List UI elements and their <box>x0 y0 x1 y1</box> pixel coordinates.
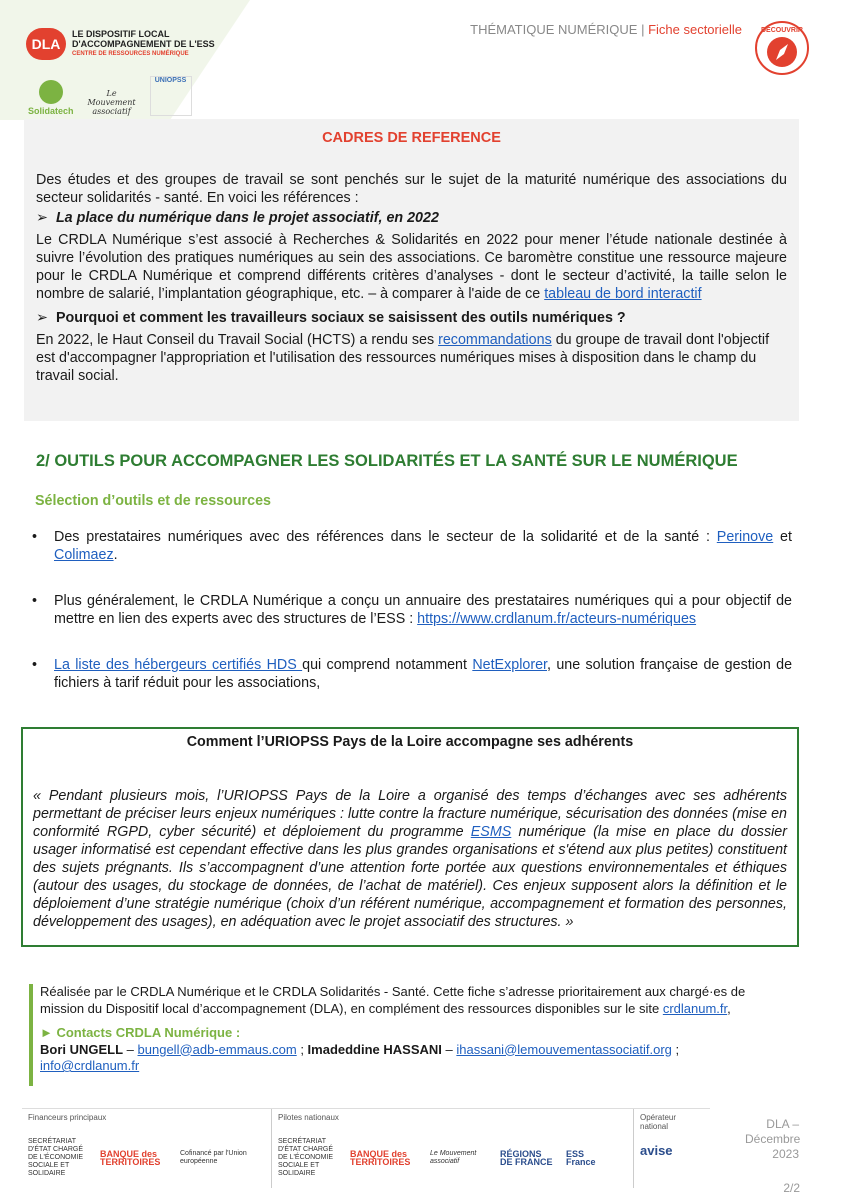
list-item: • Des prestataires numériques avec des références dans le secteur de la solidarité et de la santé : Perinove et Colimaez. <box>32 528 792 564</box>
partner-logos <box>28 76 192 116</box>
references-title: CADRES DE REFERENCE <box>322 130 501 146</box>
uniopss-logo: UNIOPSS <box>150 76 192 116</box>
contacts-line: Bori UNGELL – bungell@adb-emmaus.com ; Imadeddine HASSANI – ihassani@lemouvementassociatif.org ; <box>40 1041 680 1057</box>
fiche-label: Fiche sectorielle <box>648 22 742 37</box>
dla-logo-mark: DLA <box>26 28 66 60</box>
email-ihassani[interactable]: ihassani@lemouvementassociatif.org <box>456 1041 672 1057</box>
link-hebergeurs-hds[interactable]: La liste des hébergeurs certifiés HDS <box>54 657 303 673</box>
uriopss-quote-box <box>21 727 799 947</box>
dla-logo-line2: D'ACCOMPAGNEMENT DE L'ESS <box>72 39 215 49</box>
reference-item-1-title: ➢ La place du numérique dans le projet associatif, en 2022 <box>36 210 439 226</box>
sponsors-financeurs: Financeurs principaux SECRÉTARIAT D'ÉTAT CHARGÉ DE L'ÉCONOMIE SOCIALE ET SOLIDAIRE BANQUE des TERRITOIRES Cofinancé par l'Union européenne <box>22 1109 272 1188</box>
sponsors-operateur: Opérateur national avise <box>640 1113 677 1158</box>
link-esms[interactable]: ESMS <box>470 824 512 840</box>
list-item: • La liste des hébergeurs certifiés HDS qui comprend notamment NetExplorer, une solution française de gestion de fichiers à tarif réduit pour les associations, <box>32 656 792 692</box>
arrow-icon: ➢ <box>36 210 56 226</box>
thematic-label: THÉMATIQUE NUMÉRIQUE <box>470 22 638 37</box>
link-netexplorer[interactable]: NetExplorer <box>472 657 548 673</box>
list-item: • Plus généralement, le CRDLA Numérique a conçu un annuaire des prestataires numériques qui a pour objectif de mettre en lien des experts avec des structures de l’ESS : https://www.crdlanum.fr/acteurs-numériques <box>32 592 792 628</box>
references-intro: Des études et des groupes de travail se sont penchés sur le sujet de la maturité numérique des associations du secteur solidarités - santé. En voici les références : <box>36 172 787 206</box>
sponsors-pilotes: Pilotes nationaux SECRÉTARIAT D'ÉTAT CHARGÉ DE L'ÉCONOMIE SOCIALE ET SOLIDAIRE BANQUE des TERRITOIRES Le Mouvement associatif RÉGIONS DE FRANCE ESS France <box>272 1109 634 1188</box>
dla-logo <box>26 28 215 60</box>
mouvement-associatif-logo: Le Mouvement associatif <box>430 1150 477 1165</box>
mouvement-associatif-logo: Le Mouvement associatif <box>87 89 136 116</box>
contacts-title: ► Contacts CRDLA Numérique : <box>40 1025 241 1040</box>
ess-france-logo: ESS France <box>566 1149 596 1167</box>
sponsors-strip <box>22 1108 710 1188</box>
references-box <box>24 119 799 421</box>
link-acteurs-numeriques[interactable]: https://www.crdlanum.fr/acteurs-numériques <box>417 611 697 627</box>
link-crdlanum[interactable]: crdlanum.fr <box>662 1000 728 1016</box>
badge-label: DÉCOUVRIR <box>760 27 804 34</box>
solidatech-logo: Solidatech <box>28 80 74 116</box>
eu-logo: Cofinancé par l'Union européenne <box>180 1150 247 1165</box>
secretariat-ess-logo: SECRÉTARIAT D'ÉTAT CHARGÉ DE L'ÉCONOMIE SOCIALE ET SOLIDAIRE <box>278 1138 334 1177</box>
link-perinove[interactable]: Perinove <box>716 529 774 545</box>
link-tableau-de-bord[interactable]: tableau de bord interactif <box>544 286 702 302</box>
avise-logo: avise <box>640 1143 673 1158</box>
email-bungell[interactable]: bungell@adb-emmaus.com <box>137 1041 297 1057</box>
solidatech-icon <box>39 80 63 104</box>
banque-territoires-logo: BANQUE des TERRITOIRES <box>100 1149 161 1167</box>
banque-territoires-logo: BANQUE des TERRITOIRES <box>350 1149 411 1167</box>
link-recommandations[interactable]: recommandations <box>438 332 552 348</box>
regions-de-france-logo: RÉGIONS DE FRANCE <box>500 1149 553 1167</box>
header-thematic: THÉMATIQUE NUMÉRIQUE | Fiche sectorielle <box>470 22 742 37</box>
link-colimaez[interactable]: Colimaez <box>54 547 114 563</box>
secretariat-ess-logo: SECRÉTARIAT D'ÉTAT CHARGÉ DE L'ÉCONOMIE SOCIALE ET SOLIDAIRE <box>28 1138 84 1177</box>
reference-item-2-text: En 2022, le Haut Conseil du Travail Social (HCTS) a rendu ses recommandations du groupe de travail dont l'objectif est d'accompagner l'appropriation et l'utilisation des ressources numériques mises à disposition dans le champ du travail social. <box>36 332 770 384</box>
compass-icon <box>754 20 810 76</box>
quote-text: « Pendant plusieurs mois, l’URIOPSS Pays de la Loire a organisé des temps d’échanges avec ses adhérents permettant de préciser leurs enjeux numériques : lutte contre la fracture numérique, sécurisation des données (mise en conformité RGPD, cyber sécurité) et déploiement du programme ESMS numérique (la mise en place du dossier usager informatisé est cependant effective dans les plus grandes organisations et s'étend aux plus petites) constituent des sujets prégnants. Ils s’accompagnent d’une attention forte portée aux questions environnementales et éthiques (autour des usages, du stockage de données, de l’achat de matériel). Ces enjeux supposent alors la définition et le déploiement d’une stratégie numérique (choix d’un référent numérique, accompagnement et formation des personnes, développement des usages), en adéquation avec le projet associatif des structures. » <box>33 788 787 930</box>
tools-list <box>32 528 792 720</box>
arrow-icon: ➢ <box>36 310 56 326</box>
footer-note <box>29 984 792 1086</box>
section-2-title: 2/ OUTILS POUR ACCOMPAGNER LES SOLIDARITÉS ET LA SANTÉ SUR LE NUMÉRIQUE <box>36 452 738 470</box>
page-meta: DLA – Décembre 2023 <box>745 1117 801 1161</box>
dla-logo-line3: CENTRE DE RESSOURCES NUMÉRIQUE <box>72 51 189 57</box>
email-info[interactable]: info@crdlanum.fr <box>40 1058 140 1073</box>
dla-logo-line1: LE DISPOSITIF LOCAL <box>72 29 170 39</box>
page-number: 2/2 <box>783 1181 800 1195</box>
quote-title: Comment l’URIOPSS Pays de la Loire accompagne ses adhérents <box>186 734 634 750</box>
reference-item-2-title: ➢ Pourquoi et comment les travailleurs sociaux se saisissent des outils numériques ? <box>36 310 626 326</box>
footer-description: Réalisée par le CRDLA Numérique et le CRDLA Solidarités - Santé. Cette fiche s’adresse prioritairement aux chargé·es de mission du Dispositif local d’accompagnement (DLA), en complément des ressources disponibles sur le site crdlanum.fr, <box>40 984 746 1016</box>
reference-item-1-text: Le CRDLA Numérique s’est associé à Recherches & Solidarités en 2022 pour mener l’étude nationale destinée à suivre l’évolution des pratiques numériques au sein des associations. Ce baromètre constitue une ressource majeure pour le CRDLA Numérique et comprend différents critères d’analyses - dont le secteur d’activité, la taille selon le nombre de salarié, l’implantation géographique, etc. – à comparer à l'aide de ce tableau de bord interactif <box>36 232 787 302</box>
section-2-subtitle: Sélection d’outils et de ressources <box>35 493 271 509</box>
